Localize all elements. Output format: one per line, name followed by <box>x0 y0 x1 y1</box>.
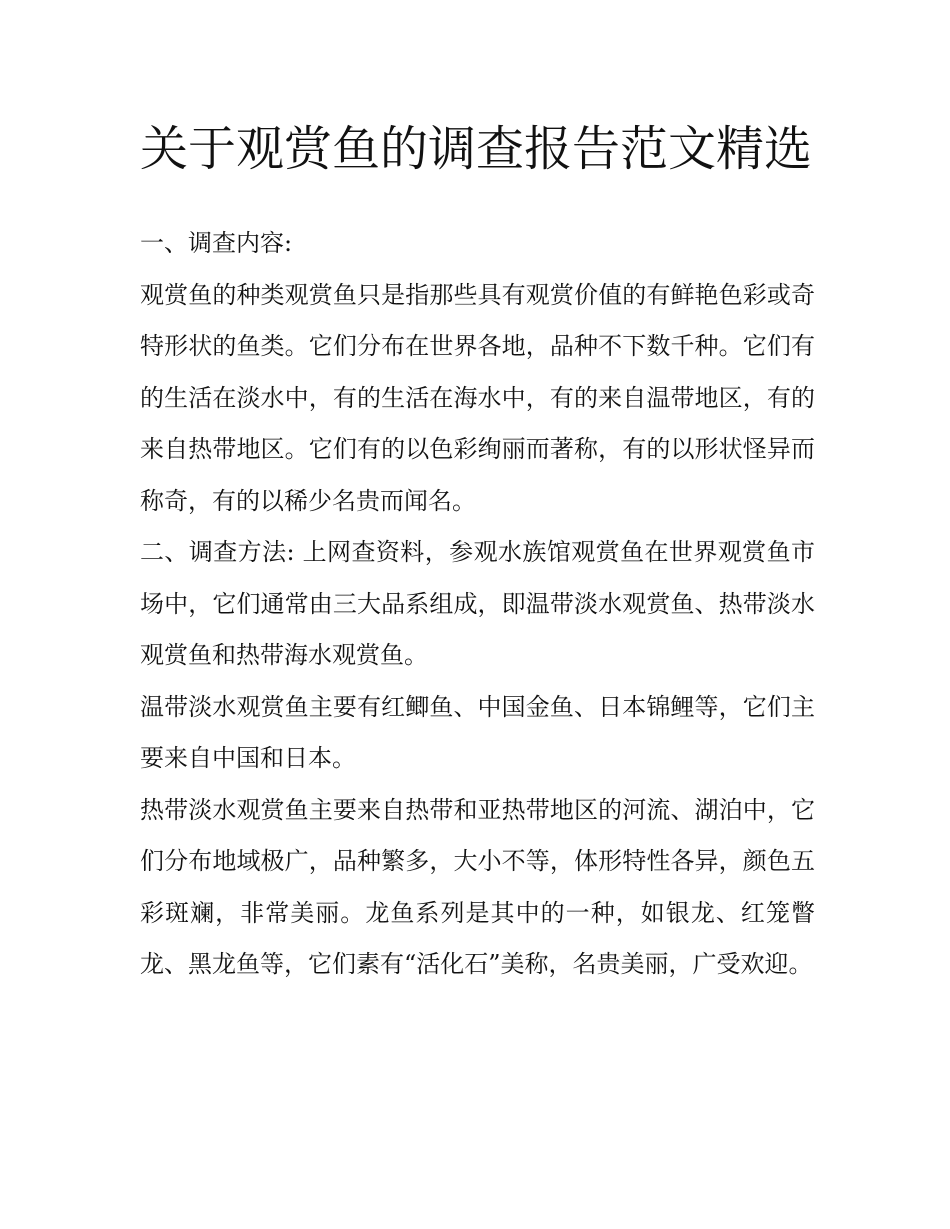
paragraph-tropical-freshwater: 热带淡水观赏鱼主要来自热带和亚热带地区的河流、湖泊中，它们分布地域极广，品种繁多，大小不等，体形特性各异，颜色五彩斑斓，非常美丽。龙鱼系列是其中的一种，如银龙、红笼瞥龙、黑龙鱼等，它们素有“活化石”美称，名贵美丽，广受欢迎。 <box>140 795 815 978</box>
document-body <box>140 110 815 991</box>
paragraph-fish-types: 观赏鱼的种类观赏鱼只是指那些具有观赏价值的有鲜艳色彩或奇特形状的鱼类。它们分布在世界各地，品种不下数千种。它们有的生活在淡水中，有的生活在海水中，有的来自温带地区，有的来自热带地区。它们有的以色彩绚丽而著称，有的以形状怪异而称奇，有的以稀少名贵而闻名。 <box>140 280 815 515</box>
paragraph-temperate-freshwater: 温带淡水观赏鱼主要有红鲫鱼、中国金鱼、日本锦鲤等，它们主要来自中国和日本。 <box>140 692 815 772</box>
section-heading-content: 一、调查内容: <box>140 229 293 257</box>
paragraph-method: 二、调查方法: 上网查资料，参观水族馆观赏鱼在世界观赏鱼市场中，它们通常由三大品系组成，即温带淡水观赏鱼、热带淡水观赏鱼和热带海水观赏鱼。 <box>140 538 815 669</box>
document-title: 关于观赏鱼的调查报告范文精选 <box>140 121 813 177</box>
